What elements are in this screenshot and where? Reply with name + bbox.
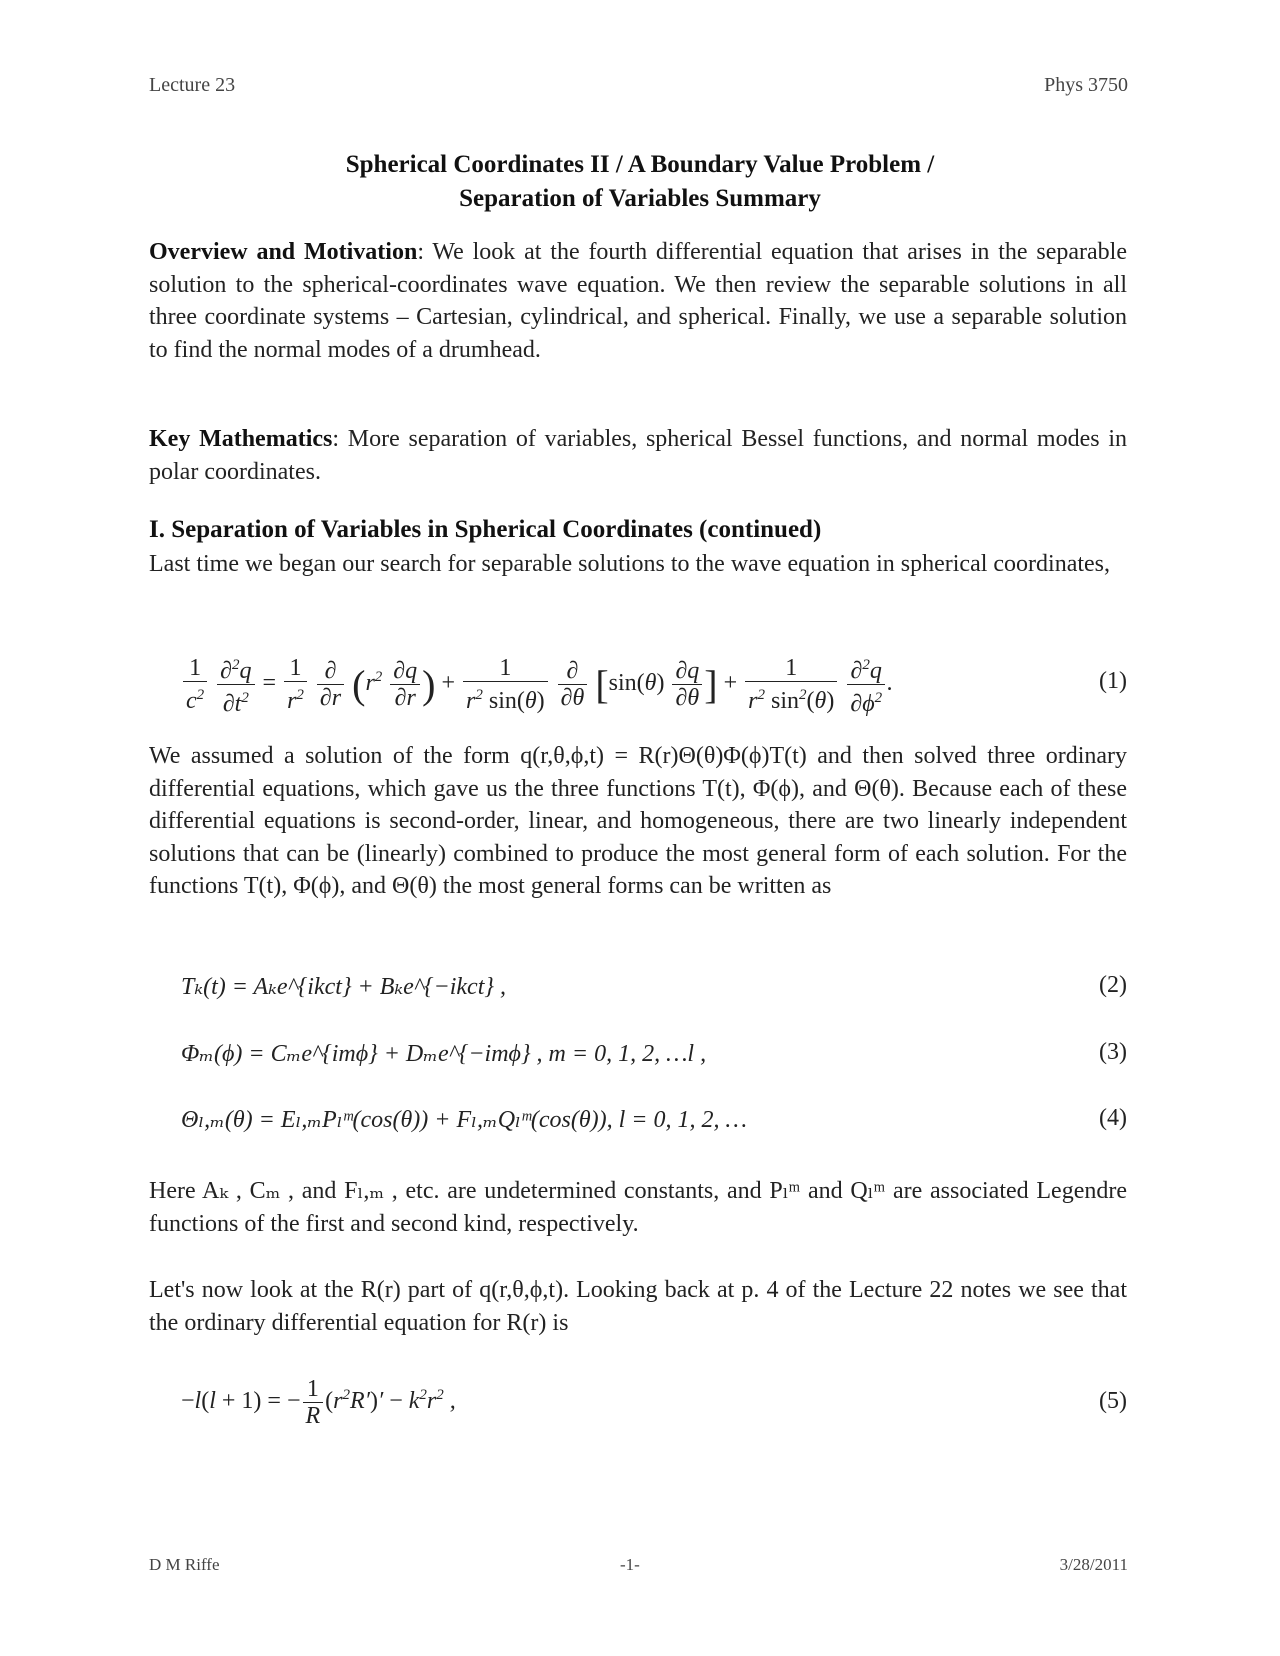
header-course: Phys 3750 bbox=[1044, 74, 1128, 96]
equation-3-number: (3) bbox=[1099, 1039, 1127, 1065]
equation-2-math: Tₖ(t) = Aₖe^{ikct} + Bₖe^{−ikct} , bbox=[181, 974, 506, 1000]
equation-4-math: Θₗ,ₘ(θ) = Eₗ,ₘPₗᵐ(cos(θ)) + Fₗ,ₘQₗᵐ(cos(θ)), l = 0, 1, 2, … bbox=[181, 1107, 747, 1133]
equation-2-number: (2) bbox=[1099, 972, 1127, 998]
footer-author: D M Riffe bbox=[149, 1555, 220, 1574]
key-math-paragraph bbox=[149, 423, 1127, 488]
assumed-solution-paragraph: We assumed a solution of the form q(r,θ,ϕ,t) = R(r)Θ(θ)Φ(ϕ)T(t) and then solved three ordinary differential equations, which gave us the three functions T(t), Φ(ϕ), and Θ(θ). Because each of these differential equations is second-order, linear, and homogeneous, there are two linearly independent solutions that can be (linearly) combined to produce the most general form of each solution. For the functions T(t), Φ(ϕ), and Θ(θ) the most general forms can be written as bbox=[149, 743, 1127, 899]
equation-3-math: Φₘ(ϕ) = Cₘe^{imϕ} + Dₘe^{−imϕ} , m = 0, 1, 2, …l , bbox=[181, 1041, 707, 1067]
key-math-label: Key Mathematics bbox=[149, 426, 333, 452]
section-heading: I. Separation of Variables in Spherical Coordinates (continued) bbox=[149, 516, 822, 543]
equation-3 bbox=[149, 1039, 1127, 1079]
overview-label: Overview and Motivation bbox=[149, 239, 418, 265]
equation-5 bbox=[149, 1376, 1127, 1440]
equation-1-number: (1) bbox=[1099, 668, 1127, 694]
footer-page-number: -1- bbox=[620, 1555, 640, 1574]
key-math-text: : More separation of variables, spherical Bessel functions, and normal modes in polar coordinates. bbox=[149, 426, 1127, 485]
equation-5-number: (5) bbox=[1099, 1388, 1127, 1414]
equation-1-math: $\frac{1}{c^2}$ $\frac{\partial^2q}{\partial t^2}$ = $\frac{1}{r^2}$ $\frac{\partial}{\partial r}$ ($r^2$ $\frac{\partial q}{\partial r}$ ) + $\frac{1}{r^2 \sin(\theta)}$ $\frac{\partial}{\partial\theta}$ [sin(θ) $\frac{\partial q}{\partial\theta}$ ] + $\frac{1}{r^2 \sin^2(\theta)}$ $\frac{\partial^2q}{\partial\phi^2}$ . bbox=[181, 652, 893, 717]
footer-date: 3/28/2011 bbox=[1059, 1555, 1128, 1574]
overview-paragraph bbox=[149, 236, 1127, 366]
title-line-1: Spherical Coordinates II / A Boundary Value Problem / bbox=[345, 151, 935, 178]
equation-1 bbox=[149, 652, 1127, 716]
header-lecture: Lecture 23 bbox=[149, 74, 236, 96]
title-line-2: Separation of Variables Summary bbox=[459, 185, 821, 212]
equation-5-math: −l(l + 1) = − $\frac{1}{R}$ $(r^2R')' - k^2r^2$ , bbox=[181, 1376, 456, 1429]
overview-text: : We look at the fourth differential equation that arises in the separable solution to the spherical-coordinates wave equation. We then review the separable solutions in all three coordinate systems – Cartesian, cylindrical, and spherical. Finally, we use a separable solution to find the normal modes of a drumhead. bbox=[149, 239, 1128, 363]
equation-4-number: (4) bbox=[1099, 1105, 1127, 1131]
constants-paragraph: Here Aₖ , Cₘ , and Fₗ,ₘ , etc. are undetermined constants, and Pₗᵐ and Qₗᵐ are associated Legendre functions of the first and second kind, respectively. bbox=[149, 1178, 1127, 1237]
equation-2 bbox=[149, 972, 1127, 1012]
intro-paragraph: Last time we began our search for separable solutions to the wave equation in spherical coordinates, bbox=[149, 551, 1111, 577]
equation-4 bbox=[149, 1105, 1127, 1145]
radial-part-paragraph: Let's now look at the R(r) part of q(r,θ,ϕ,t). Looking back at p. 4 of the Lecture 22 notes we see that the ordinary differential equation for R(r) is bbox=[149, 1277, 1127, 1336]
document-title bbox=[0, 148, 1280, 216]
